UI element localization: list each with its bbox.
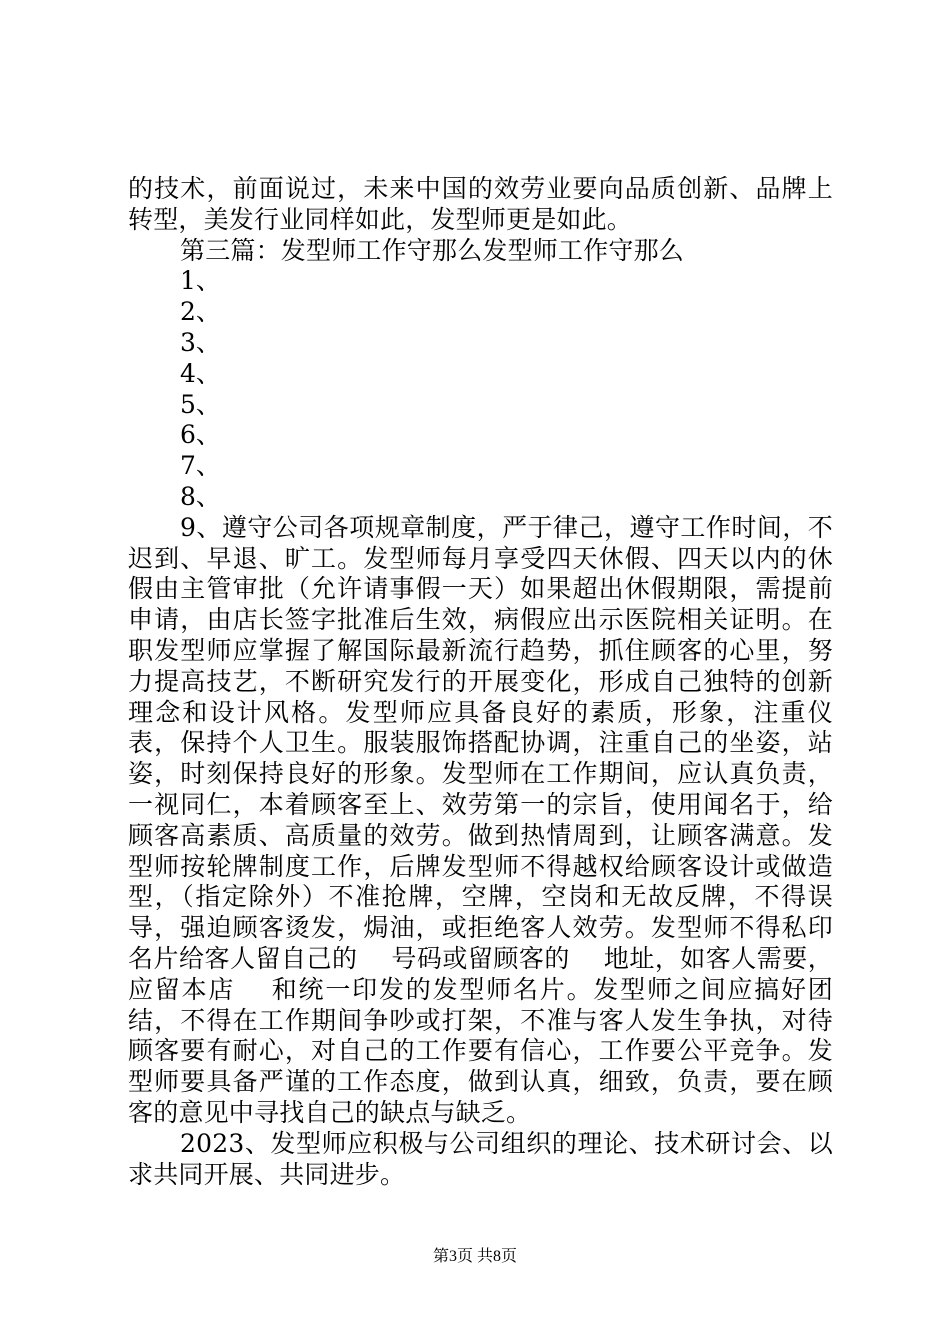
page-footer: 第3页 共8页 xyxy=(432,1248,517,1265)
list-item: 3、 xyxy=(180,327,221,357)
list-item: 7、 xyxy=(180,451,221,481)
list-item: 5、 xyxy=(180,389,221,419)
list-item: 8、 xyxy=(180,481,221,511)
rule-paragraph-9: 9、遵守公司各项规章制度，严于律己，遵守工作时间，不迟到、早退、旷工。发型师每月享受四天休假、四天以内的休假由主管审批（允许请事假一天）如果超出休假期限，需提前申请，由店长签字批准后生效，病假应出示医院相关证明。在职发型师应掌握了解国际最新流行趋势，抓住顾客的心里，努力提高技艺，不断研究发行的开展变化，形成自己独特的创新理念和设计风格。发型师应具备良好的素质，形象，注重仪表，保持个人卫生。服装服饰搭配协调，注重自己的坐姿，站姿，时刻保持良好的形象。发型师在工作期间，应认真负责，一视同仁，本着顾客至上、效劳第一的宗旨，使用闻名于，给顾客高素质、高质量的效劳。做到热情周到，让顾客满意。发型师按轮牌制度工作，后牌发型师不得越权给顾客设计或做造型，（指定除外）不准抢牌，空牌，空岗和无故反牌，不得误导，强迫顾客烫发，焗油，或拒绝客人效劳。发型师不得私印名片给客人留自己的 号码或留顾客的 地址，如客人需要，应留本店 和统一印发的发型师名片。发型师之间应搞好团结，不得在工作期间争吵或打架，不准与客人发生争执，对待顾客要有耐心，对自己的工作要有信心，工作要公平竞争。发型师要具备严谨的工作态度，做到认真，细致，负责，要在顾客的意见中寻找自己的缺点与缺乏。 xyxy=(128,512,833,1127)
list-item: 2、 xyxy=(180,297,221,327)
section-heading: 第三篇：发型师工作守那么发型师工作守那么 xyxy=(180,235,685,265)
list-item: 1、 xyxy=(180,266,221,296)
list-item: 4、 xyxy=(180,358,221,388)
rule-paragraph-2023: 2023、发型师应积极与公司组织的理论、技术研讨会、以求共同开展、共同进步。 xyxy=(128,1128,833,1189)
list-item: 6、 xyxy=(180,420,221,450)
document-body xyxy=(128,174,833,1190)
opening-paragraph: 的技术，前面说过，未来中国的效劳业要向品质创新、品牌上转型，美发行业同样如此，发型师更是如此。 xyxy=(128,174,833,234)
